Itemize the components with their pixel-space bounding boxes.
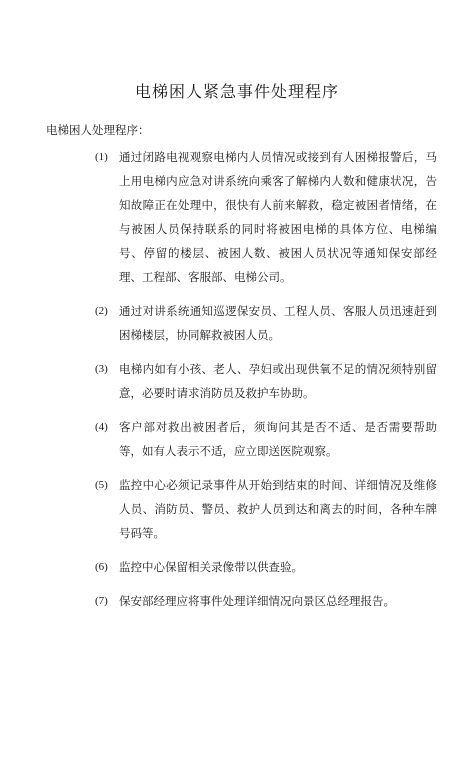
procedure-step-5 <box>0 473 437 545</box>
step-text: 客户部对救出被困者后，须询问其是否不适、是否需要帮助等，如有人表示不适，应立即送医院观察。 <box>119 420 437 458</box>
step-number: (3) <box>95 363 108 375</box>
procedure-steps-list <box>0 145 474 623</box>
step-text: 电梯内如有小孩、老人、孕妇或出现供氧不足的情况须特别留意，必要时请求消防员及救护车协助。 <box>119 362 437 400</box>
procedure-step-6 <box>0 555 437 579</box>
step-number: (4) <box>95 421 108 433</box>
procedure-step-4 <box>0 415 437 463</box>
step-number: (1) <box>95 151 108 163</box>
procedure-step-1 <box>0 145 437 289</box>
step-number: (5) <box>95 479 108 491</box>
step-text: 监控中心保留相关录像带以供查验。 <box>119 560 303 574</box>
procedure-step-3 <box>0 357 437 405</box>
step-number: (2) <box>95 305 108 317</box>
procedure-step-2 <box>0 299 437 347</box>
step-number: (6) <box>95 561 108 573</box>
step-text: 保安部经理应将事件处理详细情况向景区总经理报告。 <box>119 594 395 608</box>
step-text: 通过对讲系统通知巡逻保安员、工程人员、客服人员迅速赶到困梯楼层，协同解救被困人员。 <box>119 304 437 342</box>
page-title: 电梯困人紧急事件处理程序 <box>134 81 339 101</box>
procedure-step-7 <box>0 589 437 613</box>
step-number: (7) <box>95 595 108 607</box>
step-text: 监控中心必须记录事件从开始到结束的时间、详细情况及维修人员、消防员、警员、救护人员到达和离去的时间，各种车牌号码等。 <box>119 478 437 540</box>
section-heading: 电梯困人处理程序： <box>46 123 150 137</box>
step-text: 通过闭路电视观察电梯内人员情况或接到有人困梯报警后，马上用电梯内应急对讲系统向乘客了解梯内人数和健康状况，告知故障正在处理中，很快有人前来解救，稳定被困者情绪，在与被困人员保持联系的同时将被困电梯的具体方位、电梯编号、停留的楼层、被困人数、被困人员状况等通知保安部经理、工程部、客服部、电梯公司。 <box>119 150 437 284</box>
